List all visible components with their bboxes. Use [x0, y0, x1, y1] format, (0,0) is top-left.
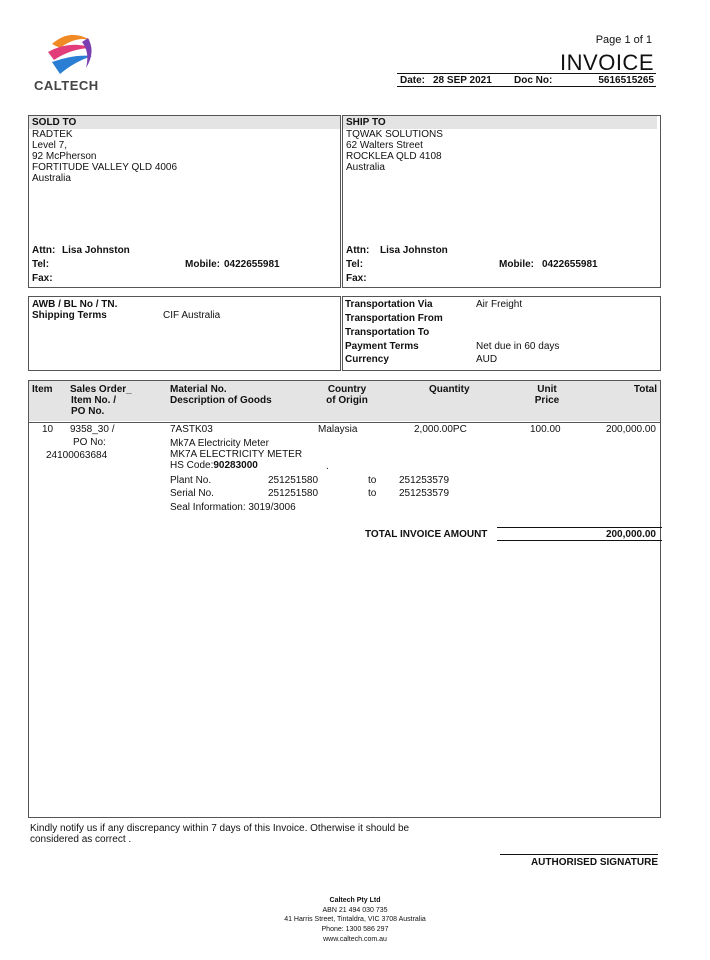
col-unit-price — [519, 384, 575, 406]
footer-company: Caltech Pty Ltd — [329, 897, 381, 904]
item-hs-code — [170, 460, 258, 471]
notice-line: Kindly notify us if any discrepancy within 7 days of this Invoice. Otherwise it should be — [30, 823, 410, 834]
currency-label: Currency — [345, 354, 389, 365]
total-bottom-rule — [497, 540, 662, 541]
plant-label: Plant No. — [170, 475, 212, 486]
shipping-terms-label: Shipping Terms — [32, 310, 107, 321]
col-sales-order-line: Item No. / — [71, 395, 117, 406]
sold-to-heading: SOLD TO — [29, 116, 340, 129]
currency-value: AUD — [476, 354, 498, 365]
col-country — [317, 384, 377, 406]
ship-to-attn-label: Attn: — [346, 245, 370, 256]
col-unit-price-line: Price — [534, 395, 560, 406]
item-po-value: 24100063684 — [46, 450, 108, 461]
col-material-line: Material No. — [170, 384, 227, 395]
item-material-no: 7ASTK03 — [170, 424, 213, 435]
doc-label: Doc No: — [514, 75, 553, 86]
item-quantity: 2,000.00PC — [414, 424, 467, 435]
item-unit-price: 100.00 — [530, 424, 561, 435]
awb-label: AWB / BL No / TN. — [32, 299, 118, 310]
serial-label: Serial No. — [170, 488, 214, 499]
item-sales-order: 9358_30 / — [70, 424, 115, 435]
footer-address: 41 Harris Street, Tintaldra, VIC 3708 Australia — [284, 916, 426, 923]
transport-via-value: Air Freight — [476, 299, 523, 310]
sold-to-attn-value: Lisa Johnston — [62, 245, 130, 256]
brand-name: CALTECH — [34, 78, 99, 93]
footer-phone: Phone: 1300 586 297 — [321, 926, 389, 933]
item-total: 200,000.00 — [605, 424, 656, 435]
serial-to-label: to — [368, 488, 377, 499]
col-material — [170, 384, 272, 406]
document-title: INVOICE — [560, 50, 654, 75]
notice-line: considered as correct . — [30, 834, 132, 845]
total-top-rule — [497, 527, 662, 528]
total-value: 200,000.00 — [605, 529, 656, 540]
col-unit-price-line: Unit — [537, 384, 557, 395]
date-doc-bar — [397, 73, 656, 87]
ship-to-box — [342, 115, 661, 288]
ship-to-fax-label: Fax: — [346, 273, 367, 284]
hs-code-label: HS Code: — [170, 460, 214, 471]
doc-value: 5616515265 — [598, 75, 654, 86]
ship-to-line: TQWAK SOLUTIONS — [346, 129, 443, 140]
page-indicator: Page 1 of 1 — [595, 34, 652, 46]
item-country: Malaysia — [318, 424, 358, 435]
col-sales-order-line: Sales Order_ — [70, 384, 132, 395]
transport-box — [342, 296, 661, 371]
transport-to-label: Transportation To — [345, 327, 430, 338]
ship-to-line: ROCKLEA QLD 4108 — [346, 151, 442, 162]
sold-to-line: 92 McPherson — [32, 151, 97, 162]
ship-to-mobile-value: 0422655981 — [542, 259, 598, 270]
date-label: Date: — [400, 75, 426, 86]
date-value: 28 SEP 2021 — [433, 75, 492, 86]
shipping-terms-value: CIF Australia — [163, 310, 221, 321]
signature-line — [500, 854, 658, 855]
sold-to-box — [28, 115, 341, 288]
col-material-line: Description of Goods — [170, 395, 272, 406]
ship-to-attn-value: Lisa Johnston — [380, 245, 448, 256]
plant-to-label: to — [368, 475, 377, 486]
transport-from-label: Transportation From — [345, 313, 443, 324]
sold-to-line: RADTEK — [32, 129, 73, 140]
header-divider — [29, 422, 660, 423]
serial-to: 251253579 — [399, 488, 450, 499]
payment-terms-value: Net due in 60 days — [476, 341, 560, 352]
item-number: 10 — [42, 424, 54, 435]
sold-to-mobile-label: Mobile: — [185, 259, 220, 270]
plant-from: 251251580 — [268, 475, 319, 486]
ship-to-tel-label: Tel: — [346, 259, 364, 270]
sold-to-tel-label: Tel: — [32, 259, 50, 270]
col-country-line: of Origin — [326, 395, 368, 406]
col-item: Item — [32, 384, 53, 395]
seal-information: Seal Information: 3019/3006 — [170, 502, 296, 513]
sold-to-mobile-value: 0422655981 — [224, 259, 280, 270]
col-sales-order — [70, 384, 132, 417]
col-total: Total — [633, 384, 657, 395]
footer-website[interactable]: www.caltech.com.au — [323, 936, 387, 943]
hs-code-dot: . — [326, 461, 329, 472]
col-quantity: Quantity — [429, 384, 470, 395]
authorised-signature: AUTHORISED SIGNATURE — [530, 857, 658, 868]
sold-to-address — [29, 129, 340, 184]
footer-abn: ABN 21 494 030 735 — [322, 907, 388, 914]
ship-to-heading: SHIP TO — [343, 116, 657, 129]
hs-code-value: 90283000 — [213, 460, 258, 471]
item-po-label: PO No: — [73, 437, 106, 448]
sold-to-line: FORTITUDE VALLEY QLD 4006 — [32, 162, 178, 173]
total-label: TOTAL INVOICE AMOUNT — [365, 529, 488, 540]
ship-to-line: Australia — [346, 162, 385, 173]
awb-box — [28, 296, 341, 371]
sold-to-fax-label: Fax: — [32, 273, 53, 284]
item-description-2: MK7A ELECTRICITY METER — [170, 449, 303, 460]
serial-from: 251251580 — [268, 488, 319, 499]
sold-to-line: Level 7, — [32, 140, 68, 151]
col-sales-order-line: PO No. — [71, 406, 105, 417]
item-description-1: Mk7A Electricity Meter — [170, 438, 269, 449]
col-country-line: Country — [327, 384, 367, 395]
sold-to-attn-label: Attn: — [32, 245, 56, 256]
ship-to-mobile-label: Mobile: — [499, 259, 534, 270]
items-box — [28, 380, 661, 818]
items-header — [29, 381, 660, 421]
plant-to: 251253579 — [399, 475, 450, 486]
payment-terms-label: Payment Terms — [345, 341, 419, 352]
transport-via-label: Transportation Via — [345, 299, 433, 310]
ship-to-line: 62 Walters Street — [346, 140, 423, 151]
sold-to-line: Australia — [32, 173, 71, 184]
ship-to-address — [343, 129, 660, 173]
